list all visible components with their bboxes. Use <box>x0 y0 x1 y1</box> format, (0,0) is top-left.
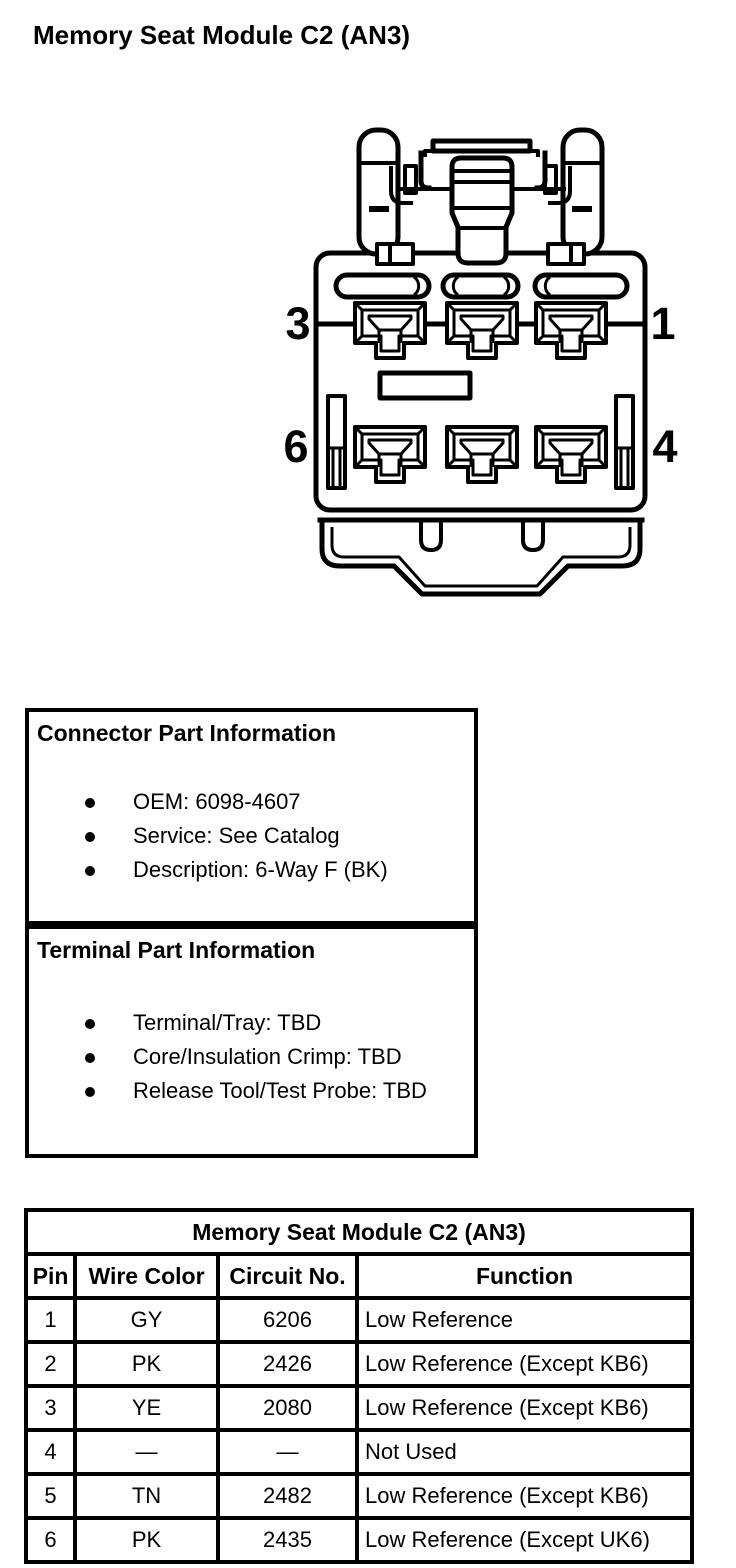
table-row <box>26 1518 692 1562</box>
column-header-circuit-no: Circuit No. <box>218 1254 357 1298</box>
column-header-pin: Pin <box>26 1254 75 1298</box>
function-cell: Low Reference (Except KB6) <box>357 1342 692 1386</box>
list-item <box>29 786 474 820</box>
table-row <box>26 1474 692 1518</box>
pin-cell: 3 <box>26 1386 75 1430</box>
page-title: Memory Seat Module C2 (AN3) <box>33 20 411 50</box>
pin-cell: 6 <box>26 1518 75 1562</box>
pin-label-6: 6 <box>283 421 309 472</box>
function-cell: Low Reference (Except KB6) <box>357 1386 692 1430</box>
circuit-no-cell: 2080 <box>218 1386 357 1430</box>
terminal-tray-info: Terminal/Tray: TBD <box>133 1010 322 1035</box>
circuit-no-cell: 6206 <box>218 1298 357 1342</box>
bullet-icon <box>85 1087 95 1097</box>
connector-diagram <box>0 0 736 640</box>
pin-label-1: 1 <box>650 298 676 349</box>
list-item <box>29 820 474 854</box>
bullet-icon <box>85 798 95 808</box>
bottom-cap <box>320 520 642 594</box>
list-item <box>29 1041 474 1075</box>
bullet-icon <box>85 1053 95 1063</box>
bullet-icon <box>85 1019 95 1029</box>
pin-cell: 4 <box>26 1430 75 1474</box>
wire-color-cell: PK <box>75 1518 218 1562</box>
side-slot-right <box>616 396 633 488</box>
table-title-row <box>26 1210 692 1254</box>
terminal-part-info-list <box>29 1007 474 1109</box>
circuit-no-cell: 2426 <box>218 1342 357 1386</box>
table-row <box>26 1430 692 1474</box>
pin-label-3: 3 <box>285 298 311 349</box>
wire-color-cell: PK <box>75 1342 218 1386</box>
terminal-part-info-box <box>25 925 478 1158</box>
table-row <box>26 1298 692 1342</box>
pin-cell: 5 <box>26 1474 75 1518</box>
table-header-row <box>26 1254 692 1298</box>
pin-label-4: 4 <box>652 421 678 472</box>
circuit-no-cell: — <box>218 1430 357 1474</box>
connector-part-info-box <box>25 708 478 925</box>
side-slot-left <box>328 396 345 488</box>
release-tool-test-probe-info: Release Tool/Test Probe: TBD <box>133 1078 427 1103</box>
function-cell: Low Reference (Except KB6) <box>357 1474 692 1518</box>
wire-color-cell: YE <box>75 1386 218 1430</box>
pinout-table <box>24 1208 694 1564</box>
latch-wing-left <box>359 130 416 264</box>
center-lock-tab <box>397 141 566 263</box>
function-cell: Low Reference <box>357 1298 692 1342</box>
bullet-icon <box>85 832 95 842</box>
service-info: Service: See Catalog <box>133 823 340 848</box>
column-header-function: Function <box>357 1254 692 1298</box>
circuit-no-cell: 2435 <box>218 1518 357 1562</box>
circuit-no-cell: 2482 <box>218 1474 357 1518</box>
wire-color-cell: TN <box>75 1474 218 1518</box>
table-row <box>26 1342 692 1386</box>
function-cell: Not Used <box>357 1430 692 1474</box>
terminal-part-info-heading: Terminal Part Information <box>37 937 316 963</box>
core-insulation-crimp-info: Core/Insulation Crimp: TBD <box>133 1044 402 1069</box>
pin-cell: 1 <box>26 1298 75 1342</box>
column-header-wire-color: Wire Color <box>75 1254 218 1298</box>
table-title: Memory Seat Module C2 (AN3) <box>26 1210 692 1254</box>
latch-wing-right <box>545 130 602 264</box>
connector-part-info-list <box>29 786 474 888</box>
pin-cell: 2 <box>26 1342 75 1386</box>
wire-color-cell: GY <box>75 1298 218 1342</box>
connector-part-info-heading: Connector Part Information <box>37 720 337 746</box>
list-item <box>29 1007 474 1041</box>
list-item <box>29 1075 474 1109</box>
function-cell: Low Reference (Except UK6) <box>357 1518 692 1562</box>
bullet-icon <box>85 866 95 876</box>
description-info: Description: 6-Way F (BK) <box>133 857 388 882</box>
wire-color-cell: — <box>75 1430 218 1474</box>
oem-number: OEM: 6098-4607 <box>133 789 301 814</box>
upper-slots <box>336 275 627 297</box>
table-row <box>26 1386 692 1430</box>
list-item <box>29 854 474 888</box>
